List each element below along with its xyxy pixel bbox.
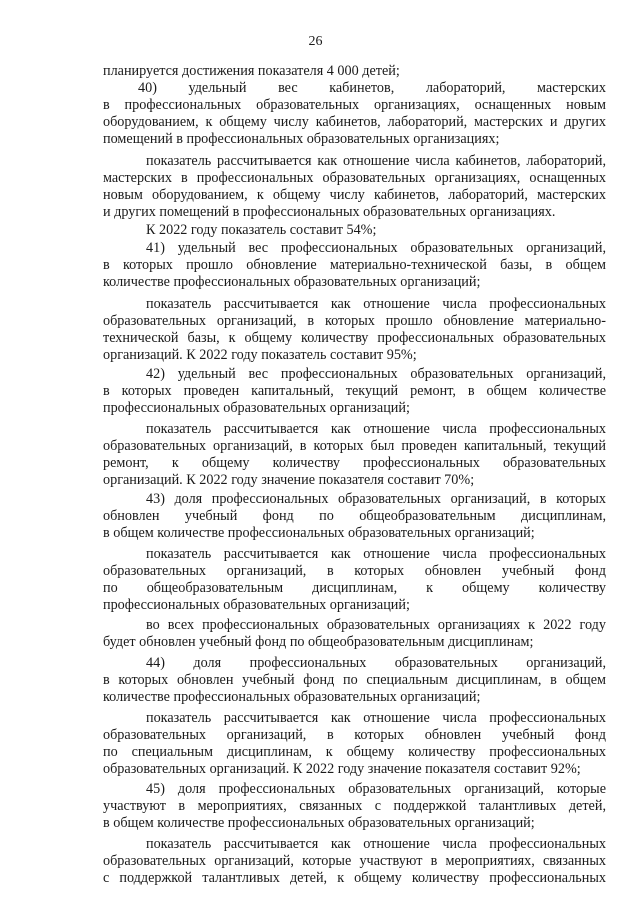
text-line: показатель рассчитывается как отношение числа профессиональных <box>146 421 606 437</box>
text-line: 44) доля профессиональных образовательных организаций, <box>146 655 606 671</box>
text-line: во всех профессиональных образовательных организациях к 2022 году <box>146 617 606 633</box>
text-line: участвуют в мероприятиях, связанных с поддержкой талантливых детей, <box>103 798 606 814</box>
text-line: количестве профессиональных образовательных организаций; <box>103 689 481 705</box>
text-line: планируется достижения показателя 4 000 детей; <box>103 63 400 79</box>
text-line: технической базы, к общему количеству профессиональных образовательных <box>103 330 606 346</box>
text-line: профессиональных образовательных организаций; <box>103 400 410 416</box>
text-line: по специальным дисциплинам, к общему количеству профессиональных <box>103 744 606 760</box>
text-line: показатель рассчитывается как отношение числа профессиональных <box>146 546 606 562</box>
text-line: образовательных организаций, в которых обновлен учебный фонд <box>103 727 606 743</box>
text-line: 41) удельный вес профессиональных образовательных организаций, <box>146 240 606 256</box>
text-line: будет обновлен учебный фонд по общеобразовательным дисциплинам; <box>103 634 534 650</box>
text-line: новым оборудованием, к общему числу кабинетов, лабораторий, мастерских <box>103 187 606 203</box>
text-line: по общеобразовательным дисциплинам, к общему количеству <box>103 580 606 596</box>
text-line: профессиональных образовательных организаций; <box>103 597 410 613</box>
text-line: мастерских в профессиональных образовательных организациях, оснащенных <box>103 170 606 186</box>
text-line: оборудованием, к общему числу кабинетов, лабораторий, мастерских и других <box>103 114 606 130</box>
text-line: в общем количестве профессиональных образовательных организаций; <box>103 525 535 541</box>
text-line: 42) удельный вес профессиональных образовательных организаций, <box>146 366 606 382</box>
text-line: помещений в профессиональных образовательных организациях; <box>103 131 500 147</box>
text-line: показатель рассчитывается как отношение числа профессиональных <box>146 836 606 852</box>
text-line: ремонт, к общему количеству профессиональных образовательных <box>103 455 606 471</box>
text-line: организаций. К 2022 году значение показателя составит 70%; <box>103 472 475 488</box>
text-line: с поддержкой талантливых детей, к общему количеству профессиональных <box>103 870 606 886</box>
text-line: образовательных организаций, в которых обновлен учебный фонд <box>103 563 606 579</box>
text-line: 40) удельный вес кабинетов, лабораторий, мастерских <box>138 80 606 96</box>
text-line: обновлен учебный фонд по общеобразовательным дисциплинам, <box>103 508 606 524</box>
text-line: в общем количестве профессиональных образовательных организаций; <box>103 815 535 831</box>
text-line: 45) доля профессиональных образовательных организаций, которые <box>146 781 606 797</box>
text-line: образовательных организаций. К 2022 году значение показателя составит 92%; <box>103 761 581 777</box>
page-number: 26 <box>308 34 323 49</box>
text-line: образовательных организаций, в которых был проведен капитальный, текущий <box>103 438 606 454</box>
text-line: К 2022 году показатель составит 54%; <box>146 222 377 238</box>
text-line: показатель рассчитывается как отношение числа профессиональных <box>146 296 606 312</box>
text-line: в которых обновлен учебный фонд по специальным дисциплинам, в общем <box>103 672 606 688</box>
text-line: в которых прошло обновление материально-технической базы, в общем <box>103 257 606 273</box>
text-line: в профессиональных образовательных организациях, оснащенных новым <box>103 97 606 113</box>
text-line: показатель рассчитывается как отношение числа профессиональных <box>146 710 606 726</box>
text-line: показатель рассчитывается как отношение числа кабинетов, лабораторий, <box>146 153 606 169</box>
text-line: образовательных организаций, которые участвуют в мероприятиях, связанных <box>103 853 606 869</box>
text-line: организаций. К 2022 году показатель составит 95%; <box>103 347 417 363</box>
text-line: образовательных организаций, в которых прошло обновление материально- <box>103 313 606 329</box>
text-line: количестве профессиональных образовательных организаций; <box>103 274 481 290</box>
text-line: 43) доля профессиональных образовательных организаций, в которых <box>146 491 606 507</box>
text-line: и других помещений в профессиональных образовательных организациях. <box>103 204 556 220</box>
text-line: в которых проведен капитальный, текущий ремонт, в общем количестве <box>103 383 606 399</box>
